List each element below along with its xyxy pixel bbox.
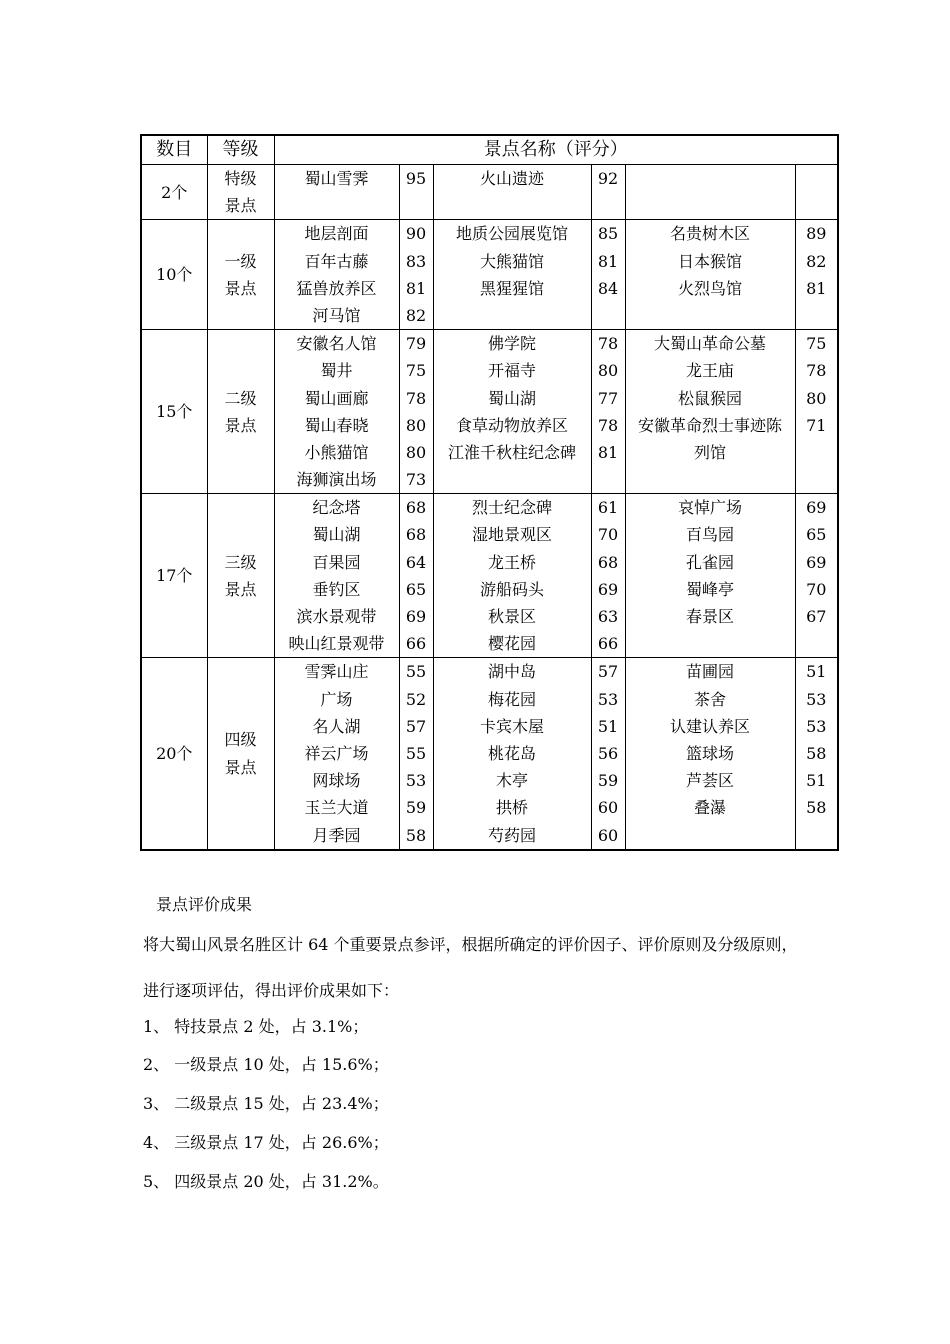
spot-score: 92 (597, 169, 619, 188)
spot-name: 蜀山画廊 (304, 388, 369, 408)
spot-score: 58 (405, 825, 427, 845)
spot-score: 85 (597, 224, 619, 244)
spot-score-cell (591, 658, 625, 850)
spot-score: 65 (405, 579, 427, 599)
spot-score: 66 (597, 634, 619, 654)
spot-score: 80 (405, 442, 427, 462)
spot-name: 烈士纪念碑 (471, 498, 552, 518)
spot-name-cell (274, 165, 399, 220)
result-item: 5、 四级景点 20 处，占 31.2%。 (143, 1172, 389, 1191)
spot-score: 59 (597, 771, 619, 791)
spot-name: 芍药园 (487, 825, 536, 845)
spot-name: 名人湖 (312, 716, 361, 736)
spot-name: 蜀井 (320, 361, 353, 381)
grade-cell (207, 494, 274, 658)
spot-score: 83 (405, 251, 427, 271)
spot-score: 80 (405, 415, 427, 435)
spot-score: 70 (806, 579, 827, 599)
spot-name: 纪念塔 (312, 498, 361, 518)
spot-name: 蜀山湖 (312, 525, 361, 545)
spot-score-cell (399, 494, 433, 658)
result-caption: 景点评价成果 (156, 895, 253, 914)
spot-name-cell (433, 494, 591, 658)
spot-score: 79 (405, 334, 427, 354)
spot-name: 蜀峰亭 (685, 579, 734, 599)
spot-score: 68 (405, 498, 427, 518)
spot-score: 95 (405, 169, 427, 188)
spot-score (796, 466, 838, 493)
spot-name: 篮球场 (685, 743, 734, 763)
spot-score (592, 302, 625, 329)
grade-cell (207, 220, 274, 330)
spot-name: 春景区 (685, 607, 734, 627)
spot-name: 玉兰大道 (304, 798, 369, 818)
grade-label: 二级 (224, 388, 257, 408)
spot-name: 食草动物放养区 (455, 415, 568, 435)
spot-name (434, 302, 591, 329)
spot-name: 月季园 (312, 825, 361, 845)
spot-score: 53 (405, 771, 427, 791)
spot-name: 广场 (320, 689, 353, 709)
spot-score (796, 822, 838, 849)
spot-score: 57 (405, 716, 427, 736)
header-count: 数目 (141, 135, 207, 165)
spot-name-cell (433, 165, 591, 220)
spot-name: 梅花园 (487, 689, 536, 709)
grade-cell (207, 658, 274, 850)
spot-score: 69 (806, 552, 827, 572)
spot-name: 海狮演出场 (296, 470, 377, 490)
spot-score: 81 (405, 278, 427, 298)
spot-name: 小熊猫馆 (304, 442, 369, 462)
spot-name-cell (433, 220, 591, 330)
spot-score-cell (795, 330, 838, 494)
spot-name: 日本猴馆 (677, 251, 742, 271)
spot-score-cell (399, 165, 433, 220)
spot-score: 80 (806, 388, 827, 408)
spot-name: 列馆 (693, 442, 726, 462)
spot-score: 78 (806, 361, 827, 381)
grade-label: 特级 (224, 169, 257, 188)
spot-name: 映山红景观带 (288, 634, 385, 654)
spot-score: 82 (405, 305, 427, 325)
spot-name: 茶舍 (693, 689, 726, 709)
spot-name-cell (625, 494, 795, 658)
table-row (141, 220, 838, 330)
spot-score: 60 (597, 825, 619, 845)
grade-label: 三级 (224, 552, 257, 572)
spot-name: 垂钓区 (312, 579, 361, 599)
spot-name (434, 466, 591, 493)
result-item: 3、 二级景点 15 处，占 23.4%； (143, 1094, 389, 1113)
spot-score-cell (591, 165, 625, 220)
spot-score (796, 302, 838, 329)
spot-name: 百年古藤 (304, 251, 369, 271)
spot-score: 80 (597, 361, 619, 381)
spot-name: 龙王桥 (487, 552, 536, 572)
grade-label: 景点 (224, 579, 257, 599)
spot-score: 70 (597, 525, 619, 545)
header-spot-names: 景点名称（评分） (274, 135, 838, 165)
spot-score (592, 192, 625, 219)
spot-name: 樱花园 (487, 634, 536, 654)
count-cell: 2个 (141, 165, 207, 220)
scenic-spot-table (140, 134, 839, 851)
spot-name: 龙王庙 (685, 361, 734, 381)
spot-score: 78 (597, 334, 619, 354)
spot-score: 81 (597, 442, 619, 462)
spot-score-cell (591, 220, 625, 330)
spot-score: 75 (405, 361, 427, 381)
spot-name: 木亭 (495, 771, 528, 791)
paragraph-line-1: 将大蜀山风景名胜区计 64 个重要景点参评，根据所确定的评价因子、评价原则及分级原则， (143, 935, 798, 954)
grade-cell (207, 165, 274, 220)
spot-score: 69 (806, 498, 827, 518)
spot-score: 58 (806, 798, 827, 818)
spot-name (626, 466, 795, 493)
count-cell: 17个 (141, 494, 207, 658)
grade-label: 一级 (224, 251, 257, 271)
count-cell: 15个 (141, 330, 207, 494)
spot-score-cell (795, 220, 838, 330)
spot-score: 52 (405, 689, 427, 709)
spot-name: 名贵树木区 (669, 224, 750, 244)
spot-score (796, 192, 838, 219)
spot-score (796, 165, 838, 192)
spot-score: 51 (806, 771, 827, 791)
spot-name-cell (625, 658, 795, 850)
spot-score: 69 (597, 579, 619, 599)
spot-name: 叠瀑 (693, 798, 726, 818)
spot-name-cell (274, 220, 399, 330)
spot-name: 网球场 (312, 771, 361, 791)
grade-label: 景点 (224, 278, 257, 298)
spot-name: 地层剖面 (304, 224, 369, 244)
spot-score (400, 192, 433, 219)
spot-name: 认建认养区 (669, 716, 750, 736)
spot-score: 55 (405, 662, 427, 682)
table-row (141, 330, 838, 494)
spot-score: 73 (405, 470, 427, 490)
spot-name: 百鸟园 (685, 525, 734, 545)
spot-score: 64 (405, 552, 427, 572)
spot-name (434, 192, 591, 219)
spot-score: 68 (405, 525, 427, 545)
spot-score-cell (399, 220, 433, 330)
spot-name: 秋景区 (487, 607, 536, 627)
result-item: 1、 特技景点 2 处，占 3.1%； (143, 1017, 369, 1036)
spot-score: 81 (597, 251, 619, 271)
spot-name: 火山遗迹 (479, 169, 544, 188)
spot-name (275, 192, 399, 219)
spot-name: 湿地景观区 (471, 525, 552, 545)
spot-score: 84 (597, 278, 619, 298)
spot-name: 百果园 (312, 552, 361, 572)
spot-score-cell (591, 494, 625, 658)
spot-name: 拱桥 (495, 798, 528, 818)
spot-score-cell (399, 330, 433, 494)
spot-name: 河马馆 (312, 305, 361, 325)
spot-name: 大蜀山革命公墓 (653, 334, 766, 354)
spot-score: 78 (405, 388, 427, 408)
spot-name: 芦荟区 (685, 771, 734, 791)
spot-score: 53 (806, 716, 827, 736)
table-row (141, 494, 838, 658)
table-row (141, 658, 838, 850)
spot-score: 89 (806, 224, 827, 244)
spot-name-cell (625, 165, 795, 220)
spot-score-cell (399, 658, 433, 850)
spot-score: 58 (806, 743, 827, 763)
spot-name-cell (274, 494, 399, 658)
spot-score: 81 (806, 278, 827, 298)
spot-score: 77 (597, 388, 619, 408)
spot-score (796, 630, 838, 657)
count-cell: 10个 (141, 220, 207, 330)
spot-score: 69 (405, 607, 427, 627)
spot-score: 61 (597, 498, 619, 518)
spot-score: 71 (806, 415, 827, 435)
spot-name (626, 822, 795, 849)
spot-name: 蜀山湖 (487, 388, 536, 408)
spot-name: 安徽革命烈士事迹陈 (637, 415, 782, 435)
paragraph-line-2: 进行逐项评估，得出评价成果如下： (143, 981, 400, 1000)
spot-name: 松鼠猴园 (677, 388, 742, 408)
spot-name-cell (433, 658, 591, 850)
spot-name: 游船码头 (479, 579, 544, 599)
table-row (141, 165, 838, 220)
spot-score-cell (591, 330, 625, 494)
spot-name (626, 192, 795, 219)
spot-name: 猛兽放养区 (296, 278, 377, 298)
spot-score: 78 (597, 415, 619, 435)
spot-name: 佛学院 (487, 334, 536, 354)
spot-score (592, 466, 625, 493)
spot-score: 53 (597, 689, 619, 709)
spot-name (626, 302, 795, 329)
spot-score-cell (795, 658, 838, 850)
spot-name: 桃花岛 (487, 743, 536, 763)
spot-name (626, 630, 795, 657)
spot-name-cell (625, 330, 795, 494)
spot-score-cell (795, 165, 838, 220)
header-grade: 等级 (207, 135, 274, 165)
spot-score: 63 (597, 607, 619, 627)
spot-score: 66 (405, 634, 427, 654)
spot-score: 59 (405, 798, 427, 818)
spot-name: 哀悼广场 (677, 498, 742, 518)
spot-name: 湖中岛 (487, 662, 536, 682)
spot-name-cell (274, 658, 399, 850)
result-item: 4、 三级景点 17 处，占 26.6%； (143, 1133, 389, 1152)
spot-name: 开福寺 (487, 361, 536, 381)
grade-label: 景点 (224, 757, 257, 777)
spot-score: 82 (806, 251, 827, 271)
spot-name: 卡宾木屋 (479, 716, 544, 736)
spot-name: 地质公园展览馆 (455, 224, 568, 244)
spot-score: 56 (597, 743, 619, 763)
spot-name-cell (274, 330, 399, 494)
spot-score: 53 (806, 689, 827, 709)
table-header-row (141, 135, 838, 165)
count-cell: 20个 (141, 658, 207, 850)
spot-name: 江淮千秋柱纪念碑 (447, 442, 576, 462)
spot-score: 51 (597, 716, 619, 736)
spot-name (626, 165, 795, 192)
spot-score: 75 (806, 334, 827, 354)
spot-score: 57 (597, 662, 619, 682)
spot-name: 祥云广场 (304, 743, 369, 763)
spot-name: 大熊猫馆 (479, 251, 544, 271)
spot-name: 黑猩猩馆 (479, 278, 544, 298)
spot-score: 51 (806, 662, 827, 682)
spot-name-cell (433, 330, 591, 494)
spot-name: 苗圃园 (685, 662, 734, 682)
spot-score (796, 439, 838, 466)
grade-label: 景点 (224, 196, 257, 216)
spot-score: 90 (405, 224, 427, 244)
grade-label: 景点 (224, 415, 257, 435)
spot-score: 67 (806, 607, 827, 627)
grade-label: 四级 (224, 730, 257, 750)
spot-name: 雪霁山庄 (304, 662, 369, 682)
spot-score: 68 (597, 552, 619, 572)
spot-name: 孔雀园 (685, 552, 734, 572)
spot-name-cell (625, 220, 795, 330)
spot-score-cell (795, 494, 838, 658)
spot-name: 滨水景观带 (296, 607, 377, 627)
spot-name: 火烈鸟馆 (677, 278, 742, 298)
result-item: 2、 一级景点 10 处，占 15.6%； (143, 1055, 389, 1074)
grade-cell (207, 330, 274, 494)
spot-score: 65 (806, 525, 827, 545)
spot-score: 60 (597, 798, 619, 818)
spot-name: 蜀山春晓 (304, 415, 369, 435)
spot-name: 安徽名人馆 (296, 334, 377, 354)
spot-score: 55 (405, 743, 427, 763)
spot-name: 蜀山雪霁 (304, 169, 369, 188)
